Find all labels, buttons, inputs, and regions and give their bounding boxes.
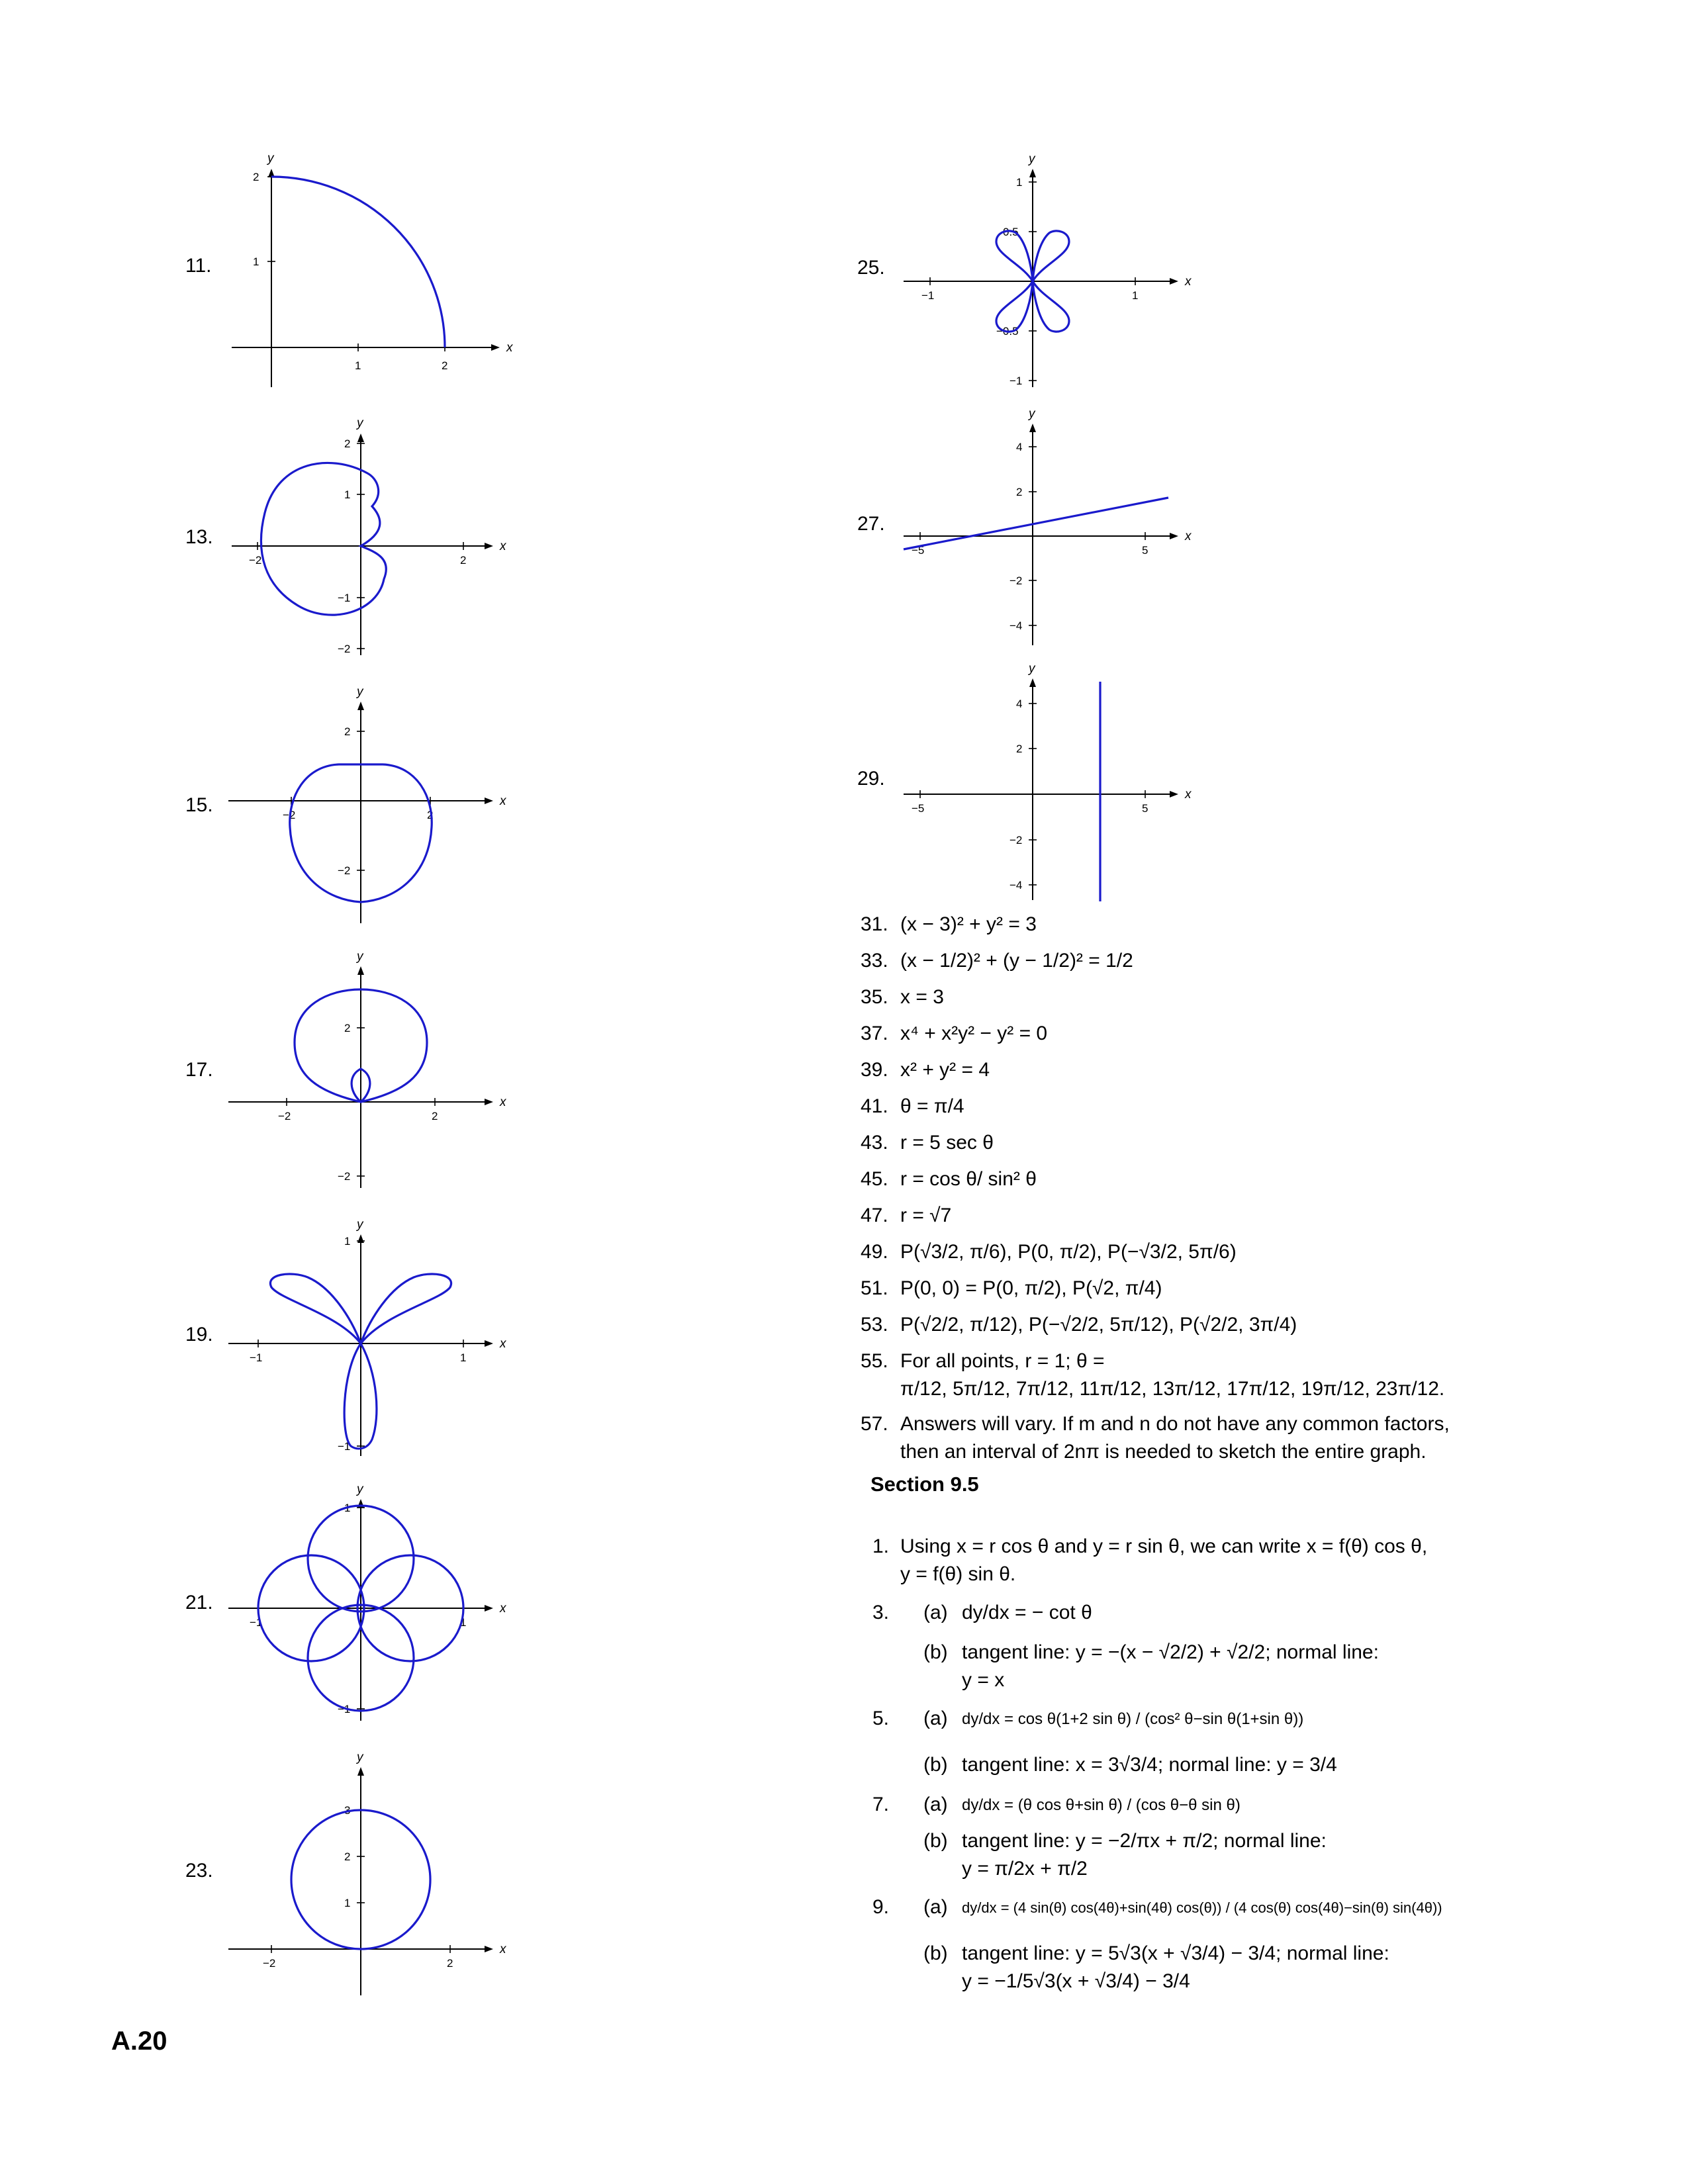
tick-label: −1 [250, 1351, 263, 1364]
tick-label: 4 [1016, 698, 1023, 710]
svg-text:y: y [1029, 152, 1035, 166]
svg-text:x: x [500, 794, 506, 808]
graph-label-15: 15. [185, 794, 213, 816]
tick-label: 1 [1016, 176, 1023, 189]
tick-label: −2 [1009, 834, 1023, 846]
svg-text:y: y [357, 1218, 363, 1232]
tick-label: 2 [344, 725, 351, 738]
plot-29 [897, 662, 1201, 907]
svg-text:y: y [1029, 407, 1035, 421]
tick-label: 1 [1132, 289, 1139, 302]
graph-label-11: 11. [185, 255, 212, 277]
svg-text:y: y [357, 416, 363, 430]
svg-text:x: x [500, 1337, 506, 1351]
plot-25 [897, 152, 1201, 390]
tick-label: 2 [253, 171, 259, 183]
svg-text:x: x [1185, 788, 1192, 801]
svg-text:x: x [500, 539, 506, 553]
tick-label: 2 [1016, 486, 1023, 498]
tick-label: −5 [912, 802, 925, 815]
graph-label-27: 27. [857, 513, 885, 535]
tick-label: 2 [344, 437, 351, 450]
tick-label: −4 [1009, 619, 1023, 632]
svg-text:x: x [1185, 275, 1192, 289]
tick-label: −2 [338, 1170, 351, 1183]
tick-label: 5 [1142, 802, 1149, 815]
svg-text:y: y [357, 950, 363, 964]
tick-label: −1 [921, 289, 935, 302]
graph-label-17: 17. [185, 1059, 213, 1081]
tick-label: −2 [1009, 574, 1023, 587]
tick-label: 2 [344, 1850, 351, 1863]
tick-label: −1 [338, 1440, 351, 1453]
curve [270, 1274, 361, 1343]
tick-label: −1 [1009, 375, 1023, 387]
svg-text:x: x [1185, 529, 1192, 543]
tick-label: 4 [1016, 441, 1023, 453]
tick-label: 3 [344, 1804, 351, 1817]
tick-label: −2 [338, 864, 351, 877]
tick-label: −5 [912, 544, 925, 557]
tick-label: 1 [344, 488, 351, 501]
tick-label: 1 [344, 1897, 351, 1909]
tick-label: 1 [460, 1351, 467, 1364]
graph-label-13: 13. [185, 526, 213, 548]
graph-label-19: 19. [185, 1324, 213, 1345]
page-number: A.20 [111, 2026, 167, 2056]
tick-label: −0.5 [996, 325, 1019, 338]
svg-text:x: x [500, 1602, 506, 1615]
tick-label: −1 [338, 592, 351, 604]
svg-text:x: x [500, 1095, 506, 1109]
tick-label: −2 [278, 1110, 291, 1122]
tick-label: −2 [283, 809, 296, 821]
tick-label: 2 [427, 809, 434, 821]
plot-23 [218, 1751, 516, 2002]
curve [271, 177, 445, 347]
tick-label: −1 [338, 1703, 351, 1715]
graph-label-25: 25. [857, 257, 885, 279]
tick-label: 2 [432, 1110, 438, 1122]
tick-label: −1 [250, 1616, 263, 1629]
plot-11 [218, 149, 516, 397]
section-heading: Section 9.5 [870, 1473, 979, 1496]
tick-label: 0.5 [1003, 226, 1019, 238]
svg-text:x: x [500, 1942, 506, 1956]
plot-17 [218, 950, 516, 1201]
svg-text:y: y [357, 1482, 363, 1496]
curve [261, 463, 386, 615]
svg-text:x: x [506, 341, 513, 355]
tick-label: −2 [249, 554, 262, 567]
plot-27 [897, 407, 1201, 652]
tick-label: 2 [1016, 743, 1023, 755]
graph-label-21: 21. [185, 1592, 213, 1614]
svg-text:y: y [1029, 662, 1035, 676]
tick-label: 1 [253, 255, 259, 268]
plot-21 [218, 1482, 516, 1727]
curve [904, 498, 1168, 549]
tick-label: 2 [460, 554, 467, 567]
tick-label: 1 [344, 1235, 351, 1248]
tick-label: −4 [1009, 879, 1023, 891]
svg-text:y: y [357, 685, 363, 699]
tick-label: 1 [355, 359, 361, 372]
graph-label-29: 29. [857, 768, 885, 790]
plot-15 [218, 685, 516, 936]
graph-label-23: 23. [185, 1860, 213, 1882]
tick-label: 2 [447, 1957, 453, 1970]
tick-label: 2 [344, 1022, 351, 1034]
tick-label: 5 [1142, 544, 1149, 557]
tick-label: 1 [460, 1616, 467, 1629]
tick-label: 2 [442, 359, 448, 372]
tick-label: −2 [338, 643, 351, 655]
svg-text:y: y [357, 1751, 363, 1764]
plot-13 [218, 414, 516, 665]
curve [996, 231, 1033, 281]
tick-label: 1 [344, 1502, 351, 1514]
svg-text:y: y [267, 152, 274, 165]
plot-19 [218, 1218, 516, 1463]
tick-label: −2 [263, 1957, 276, 1970]
